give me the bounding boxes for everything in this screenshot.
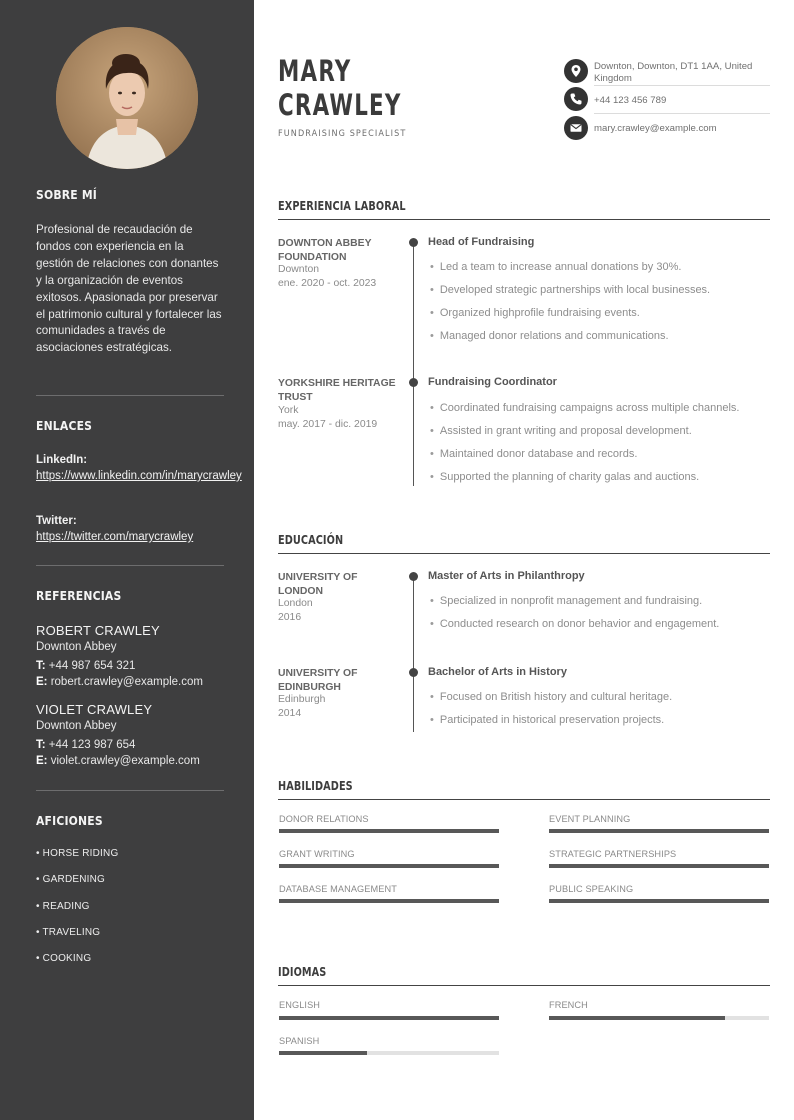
hobby-item: • TRAVELING (36, 927, 101, 938)
list-item: • Specialized in nonprofit management and fundraising. (430, 595, 702, 607)
reference-email (36, 755, 200, 767)
phone-icon (564, 87, 588, 111)
list-item: • Supported the planning of charity galas and auctions. (430, 471, 699, 483)
section-rule (278, 553, 770, 554)
list-item: • Participated in historical preservation projects. (430, 714, 664, 726)
graduation-year: 2016 (278, 612, 302, 623)
job-role: Head of Fundraising (428, 236, 535, 248)
hobbies-section-title: AFICIONES (36, 814, 103, 828)
divider (36, 395, 224, 396)
list-item: • Focused on British history and cultural heritage. (430, 691, 672, 703)
divider (594, 85, 770, 86)
list-item: • Maintained donor database and records. (430, 448, 637, 460)
language-bar-fill (279, 1051, 367, 1055)
timeline-dot (409, 378, 418, 387)
section-rule (278, 799, 770, 800)
language-bar-fill (549, 1016, 725, 1020)
last-name: CRAWLEY (278, 88, 402, 122)
school-name: UNIVERSITY OF EDINBURGH (278, 668, 358, 693)
language-label: SPANISH (279, 1036, 320, 1046)
reference-org: Downton Abbey (36, 720, 117, 732)
skill-bar-fill (549, 864, 769, 868)
timeline-line (413, 242, 414, 486)
linkedin-link[interactable]: https://www.linkedin.com/in/marycrawley (36, 470, 242, 482)
language-label: ENGLISH (279, 1000, 321, 1010)
skill-bar-fill (549, 899, 769, 903)
email-value: violet.crawley@example.com (50, 755, 200, 767)
employer-location: York (278, 405, 299, 416)
email-value: robert.crawley@example.com (50, 676, 203, 688)
reference-name: VIOLET CRAWLEY (36, 702, 153, 717)
about-text: Profesional de recaudación de fondos con experiencia en la gestión de relaciones con donantes y la organización de eventos exitosos. Apasionada por preservar el patrimonio cultural y fortalecer las comunidades a través de asociaciones estratégicas. (36, 223, 222, 355)
first-name: MARY (278, 54, 352, 88)
skill-bar (549, 899, 769, 903)
skill-bar-fill (549, 829, 769, 833)
hobby-item: • GARDENING (36, 874, 106, 885)
list-item: • Assisted in grant writing and proposal development. (430, 425, 692, 437)
timeline-dot (409, 668, 418, 677)
skill-bar-fill (279, 829, 499, 833)
skill-bar (279, 829, 499, 833)
skill-bar (279, 864, 499, 868)
employment-dates: ene. 2020 - oct. 2023 (278, 278, 377, 289)
phone-value: +44 987 654 321 (48, 660, 136, 672)
timeline-dot (409, 238, 418, 247)
phone-text: +44 123 456 789 (594, 95, 667, 106)
languages-section-title: IDIOMAS (278, 965, 327, 979)
divider (594, 113, 770, 114)
phone-value: +44 123 987 654 (48, 739, 136, 751)
person-name (278, 54, 402, 122)
hobby-item: • READING (36, 901, 90, 912)
employer-name: DOWNTON ABBEY FOUNDATION (278, 238, 372, 263)
timeline-dot (409, 572, 418, 581)
degree-name: Bachelor of Arts in History (428, 666, 567, 678)
job-title: FUNDRAISING SPECIALIST (278, 129, 407, 139)
links-section-title: ENLACES (36, 419, 93, 433)
twitter-label: Twitter: (36, 515, 77, 527)
skill-label: EVENT PLANNING (549, 814, 631, 824)
skill-label: DATABASE MANAGEMENT (279, 884, 397, 894)
linkedin-label: LinkedIn: (36, 454, 88, 466)
list-item: • Conducted research on donor behavior and engagement. (430, 618, 719, 630)
email-text[interactable]: mary.crawley@example.com (594, 123, 717, 134)
school-location: Edinburgh (278, 694, 326, 705)
language-bar (279, 1016, 499, 1020)
education-section-title: EDUCACIÓN (278, 533, 344, 547)
skill-label: PUBLIC SPEAKING (549, 884, 634, 894)
skill-bar (549, 829, 769, 833)
section-rule (278, 985, 770, 986)
twitter-link[interactable]: https://twitter.com/marycrawley (36, 531, 194, 543)
divider (36, 565, 224, 566)
hobby-item: • HORSE RIDING (36, 848, 119, 859)
skill-bar-fill (279, 899, 499, 903)
address-text: Downton, Downton, DT1 1AA, United Kingdom (594, 61, 753, 84)
profile-photo (56, 27, 198, 169)
skill-label: GRANT WRITING (279, 849, 355, 859)
reference-email (36, 676, 203, 688)
language-bar-fill (279, 1016, 499, 1020)
skill-bar-fill (279, 864, 499, 868)
sidebar (0, 0, 254, 1120)
list-item: • Led a team to increase annual donations by 30%. (430, 261, 681, 273)
phone-label: T: (36, 660, 46, 672)
experience-section-title: EXPERIENCIA LABORAL (278, 199, 406, 213)
employer-location: Downton (278, 264, 320, 275)
graduation-year: 2014 (278, 708, 302, 719)
location-pin-icon (564, 59, 588, 83)
list-item: • Managed donor relations and communications. (430, 330, 669, 342)
list-item: • Organized highprofile fundraising events. (430, 307, 640, 319)
employment-dates: may. 2017 - dic. 2019 (278, 419, 378, 430)
school-location: London (278, 598, 313, 609)
envelope-icon (564, 116, 588, 140)
reference-phone (36, 739, 135, 751)
references-section-title: REFERENCIAS (36, 589, 122, 603)
degree-name: Master of Arts in Philanthropy (428, 570, 585, 582)
skill-label: STRATEGIC PARTNERSHIPS (549, 849, 677, 859)
timeline-line (413, 576, 414, 732)
school-name: UNIVERSITY OF LONDON (278, 572, 358, 597)
skills-section-title: HABILIDADES (278, 779, 353, 793)
section-rule (278, 219, 770, 220)
language-bar (549, 1016, 769, 1020)
list-item: • Coordinated fundraising campaigns across multiple channels. (430, 402, 739, 414)
list-item: • Developed strategic partnerships with local businesses. (430, 284, 710, 296)
skill-bar (549, 864, 769, 868)
language-label: FRENCH (549, 1000, 588, 1010)
language-bar (279, 1051, 499, 1055)
hobby-item: • COOKING (36, 953, 92, 964)
reference-org: Downton Abbey (36, 641, 117, 653)
email-label: E: (36, 676, 48, 688)
job-role: Fundraising Coordinator (428, 376, 557, 388)
reference-phone (36, 660, 135, 672)
email-label: E: (36, 755, 48, 767)
reference-name: ROBERT CRAWLEY (36, 623, 160, 638)
about-section-title: SOBRE MÍ (36, 188, 97, 202)
employer-name: YORKSHIRE HERITAGE TRUST (278, 378, 396, 403)
phone-label: T: (36, 739, 46, 751)
skill-bar (279, 899, 499, 903)
divider (36, 790, 224, 791)
skill-label: DONOR RELATIONS (279, 814, 369, 824)
